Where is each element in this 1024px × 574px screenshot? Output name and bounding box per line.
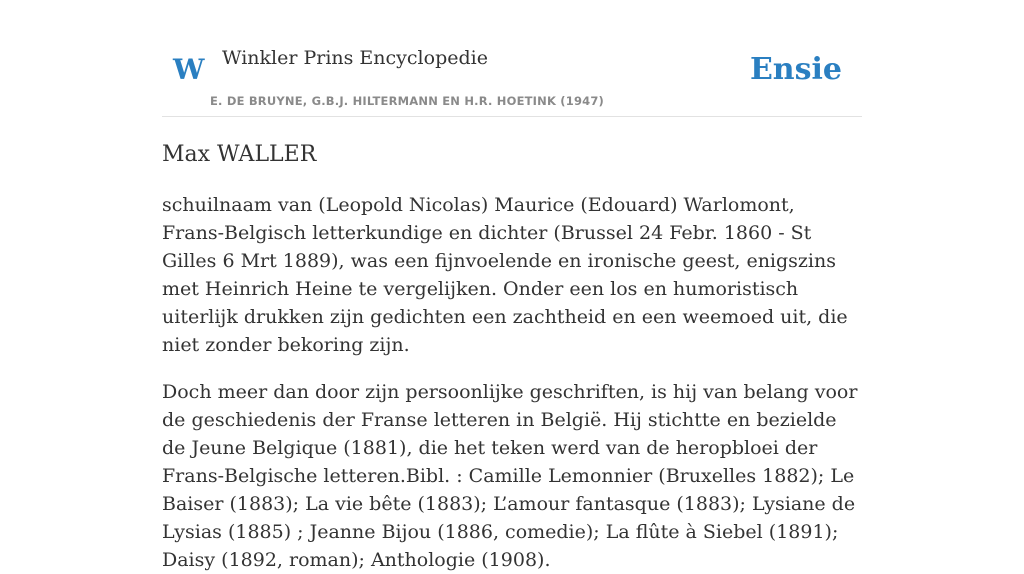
article-paragraph: schuilnaam van (Leopold Nicolas) Maurice (Edouard) Warlomont, Frans-Belgisch letterkundige en dichter (Brussel 24 Febr. 1860 - St Gilles 6 Mrt 1889), was een fijnvoelende en ironische geest, enigszins met Heinrich Heine te vergelijken. Onder een los en humoristisch uiterlijk drukken zijn gedichten een zachtheid en een weemoed uit, die niet zonder bekoring zijn. xyxy=(162,194,848,356)
article-title: Max WALLER xyxy=(162,142,317,167)
winkler-prins-logo[interactable]: W xyxy=(173,53,205,86)
article xyxy=(162,116,862,574)
site-header xyxy=(162,0,862,117)
encyclopedia-authors: E. DE BRUYNE, G.B.J. HILTERMANN EN H.R. HOETINK (1947) xyxy=(210,94,605,108)
ensie-logo[interactable]: Ensie xyxy=(749,52,842,87)
article-paragraph: Doch meer dan door zijn persoonlijke geschriften, is hij van belang voor de geschiedenis der Franse letteren in België. Hij stichtte en bezielde de Jeune Belgique (1881), die het teken werd van de heropbloei der Frans-Belgische letteren.Bibl. : Camille Lemonnier (Bruxelles 1882); Le Baiser (1883); La vie bête (1883); L’amour fantasque (1883); Lysiane de Lysias (1885) ; Jeanne Bijou (1886, comedie); La flûte à Siebel (1891); Daisy (1892, roman); Anthologie (1908). xyxy=(162,381,858,571)
encyclopedia-title-link[interactable]: Winkler Prins Encyclopedie xyxy=(222,47,488,69)
